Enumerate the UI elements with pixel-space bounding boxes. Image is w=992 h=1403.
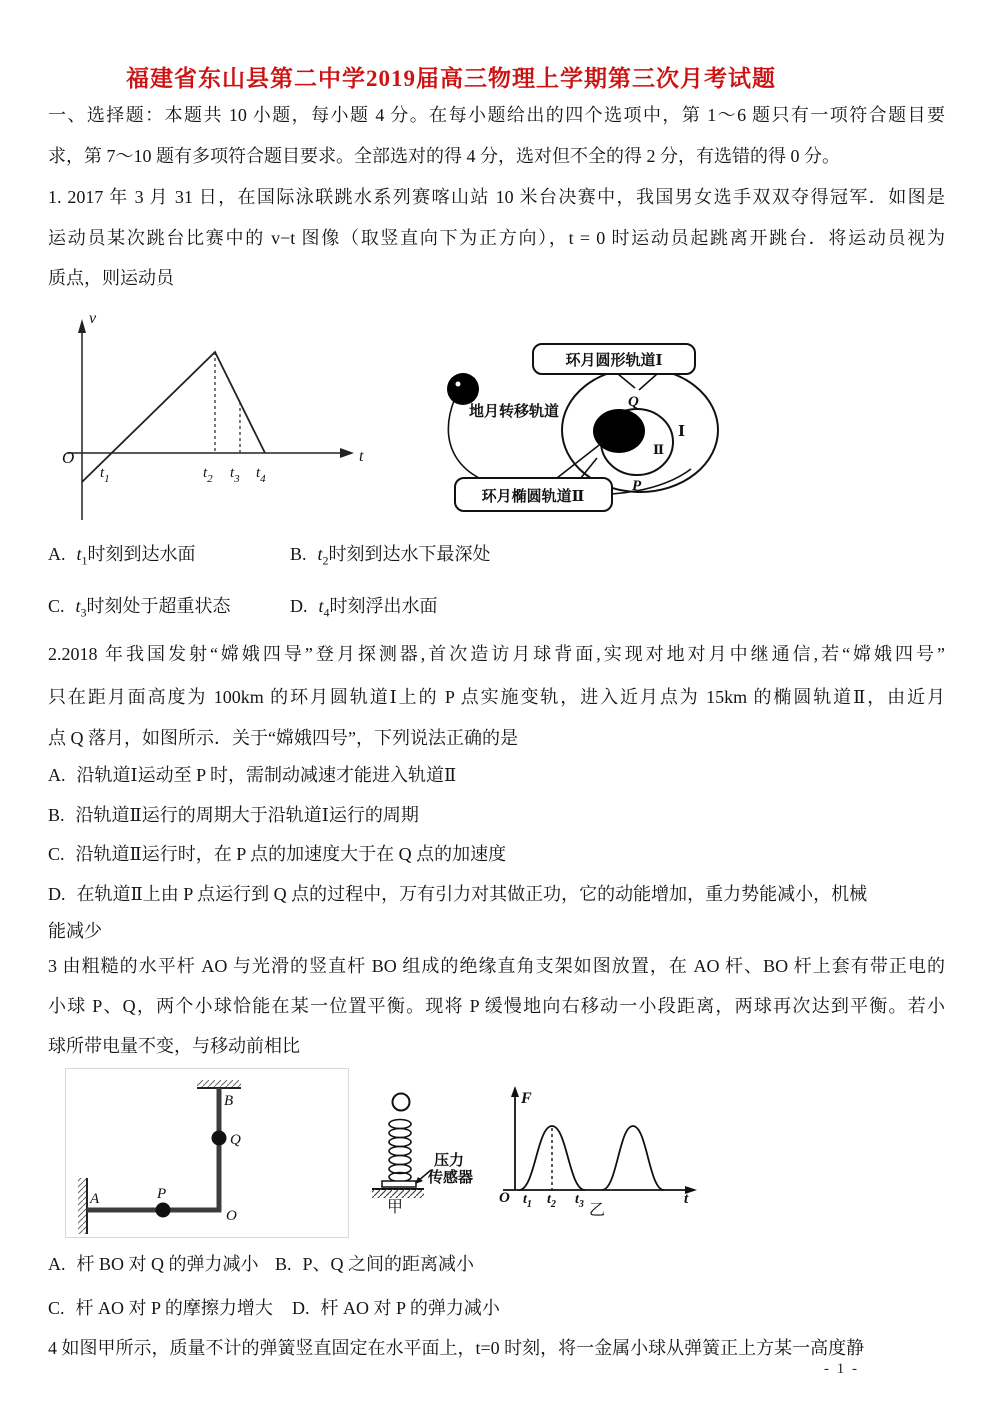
t-axis-arrow xyxy=(340,448,354,458)
q3-choice-c: C. 杆 AO 对 P 的摩擦力增大 xyxy=(48,1298,273,1318)
spring-sensor-figure xyxy=(368,1082,488,1217)
page-title: 福建省东山县第二中学2019届高三物理上学期第三次月考试题 xyxy=(126,66,776,91)
earth-highlight xyxy=(456,382,461,387)
q2-stem-line: 只在距月面高度为 100km 的环月圆轨道Ⅰ上的 P 点实施变轨，进入近月点为 15km 的椭圆轨道Ⅱ，由近月 xyxy=(48,687,945,707)
t1-tick-label: $t_1$ xyxy=(523,1192,532,1210)
q1-choice-a: A. $t_1$时刻到达水面 xyxy=(48,544,196,568)
moon xyxy=(593,409,645,453)
vt-graph-figure xyxy=(55,303,385,533)
ball-P xyxy=(156,1203,171,1218)
q2-stem-line: 点 Q 落月，如图所示．关于“嫦娥四号”，下列说法正确的是 xyxy=(48,728,518,748)
q1-choice-d: D. $t_4$时刻浮出水面 xyxy=(290,596,438,620)
q1-stem-line: 运动员某次跳台比赛中的 v−t 图像（取竖直向下为正方向），t = 0 时运动员起跳离开跳台．将运动员视为 xyxy=(48,228,945,248)
sensor-label-line1: 压力 xyxy=(434,1153,465,1169)
q2-choice-a: A. 沿轨道Ⅰ运动至 P 时，需制动减速才能进入轨道Ⅱ xyxy=(48,765,457,785)
q3-choice-b: B. P、Q 之间的距离减小 xyxy=(275,1254,475,1274)
t4-tick-label: $t_4$ xyxy=(256,465,266,485)
q2-choice-b: B. 沿轨道Ⅱ运行的周期大于沿轨道Ⅰ运行的周期 xyxy=(48,805,419,825)
intro-line: 一、选择题：本题共 10 小题，每小题 4 分。在每小题给出的四个选项中，第 1～6 题只有一项符合题目要 xyxy=(48,105,945,125)
q3-choice-a: A. 杆 BO 对 Q 的弹力减小 xyxy=(48,1254,259,1274)
v-axis-arrow xyxy=(78,319,86,333)
origin-label: O xyxy=(62,448,75,467)
ground-hatching xyxy=(372,1189,424,1198)
metal-ball xyxy=(393,1094,410,1111)
velocity-curve xyxy=(82,352,265,482)
orbit-1-callout-label: 环月圆形轨道Ⅰ xyxy=(565,353,663,369)
top-callout-pointer xyxy=(639,374,657,390)
ball-q-label: Q xyxy=(230,1132,241,1148)
origin-label: O xyxy=(499,1190,510,1206)
t2-tick-label: $t_2$ xyxy=(203,465,213,485)
point-b-label: B xyxy=(224,1093,234,1109)
orbit-2-callout-label: 环月椭圆轨道Ⅱ xyxy=(481,489,585,505)
q2-choice-d: D. 在轨道Ⅱ上由 P 点运行到 Q 点的过程中，万有引力对其做正功，它的动能增加，重力势能减小，机械 xyxy=(48,884,868,904)
q1-choice-c: C. $t_3$时刻处于超重状态 xyxy=(48,596,231,620)
f-axis-label: F xyxy=(521,1090,532,1107)
corner-o-label: O xyxy=(226,1208,237,1224)
point-a-label: A xyxy=(90,1191,100,1207)
orbit-2-mark: Ⅱ xyxy=(653,442,664,457)
figure-yi-caption: 乙 xyxy=(589,1202,606,1219)
t1-tick-label: $t_1$ xyxy=(100,465,110,485)
q1-stem-line: 质点，则运动员 xyxy=(48,268,174,288)
q3-stem-line: 小球 P、Q，两个小球恰能在某一位置平衡。现将 P 缓慢地向右移动一小段距离，两球再次达到平衡。若小 xyxy=(48,996,945,1016)
point-p-label: P xyxy=(632,478,642,494)
t3-tick-label: $t_3$ xyxy=(575,1192,584,1210)
sensor-label-line2: 传感器 xyxy=(428,1170,474,1186)
ball-Q xyxy=(212,1131,227,1146)
t3-tick-label: $t_3$ xyxy=(230,465,240,485)
intro-line: 求，第 7～10 题有多项符合题目要求。全部选对的得 4 分，选对但不全的得 2 分，有选错的得 0 分。 xyxy=(48,146,840,166)
figure-jia-caption: 甲 xyxy=(387,1199,404,1216)
sensor-plate xyxy=(382,1181,416,1187)
spring-coil xyxy=(389,1120,411,1182)
q2-choice-d-continuation: 能减少 xyxy=(48,921,102,941)
q2-choice-c: C. 沿轨道Ⅱ运行时，在 P 点的加速度大于在 Q 点的加速度 xyxy=(48,844,507,864)
q2-stem-line: 2.2018 年我国发射“嫦娥四导”登月探测器,首次造访月球背面,实现对地对月中继通信,若“嫦娥四号” xyxy=(48,644,945,664)
top-callout-pointer xyxy=(618,374,635,388)
wall-hatching xyxy=(78,1178,87,1234)
earth xyxy=(447,373,479,405)
f-axis-arrow xyxy=(511,1086,519,1097)
q3-stem-line: 球所带电量不变，与移动前相比 xyxy=(48,1036,300,1056)
lunar-orbit-figure xyxy=(425,332,775,527)
point-q-label: Q xyxy=(628,394,639,410)
q3-choice-d: D. 杆 AO 对 P 的弹力减小 xyxy=(292,1298,500,1318)
force-pulse-2 xyxy=(602,1126,664,1190)
t-axis-label: t xyxy=(684,1191,689,1207)
page-number: - 1 - xyxy=(824,1361,859,1377)
ceiling-hatching xyxy=(197,1080,241,1088)
v-axis-label: v xyxy=(89,310,97,327)
q1-choice-b: B. $t_2$时刻到达水下最深处 xyxy=(290,544,491,568)
q1-stem-line: 1. 2017 年 3 月 31 日，在国际泳联跳水系列赛喀山站 10 米台决赛中，我国男女选手双双夺得冠军．如图是 xyxy=(48,187,945,207)
orbit-1-mark: Ⅰ xyxy=(678,424,686,440)
ball-p-label: P xyxy=(157,1186,167,1202)
bracket-figure xyxy=(65,1068,349,1238)
q4-stem-line: 4 如图甲所示，质量不计的弹簧竖直固定在水平面上，t=0 时刻，将一金属小球从弹簧正上方某一高度静 xyxy=(48,1338,865,1358)
t-axis-label: t xyxy=(359,448,364,465)
t2-tick-label: $t_2$ xyxy=(547,1192,556,1210)
transfer-orbit-label: 地月转移轨道 xyxy=(469,404,560,420)
q3-stem-line: 3 由粗糙的水平杆 AO 与光滑的竖直杆 BO 组成的绝缘直角支架如图放置，在 AO 杆、BO 杆上套有带正电的 xyxy=(48,956,945,976)
ft-graph-figure xyxy=(495,1082,700,1219)
